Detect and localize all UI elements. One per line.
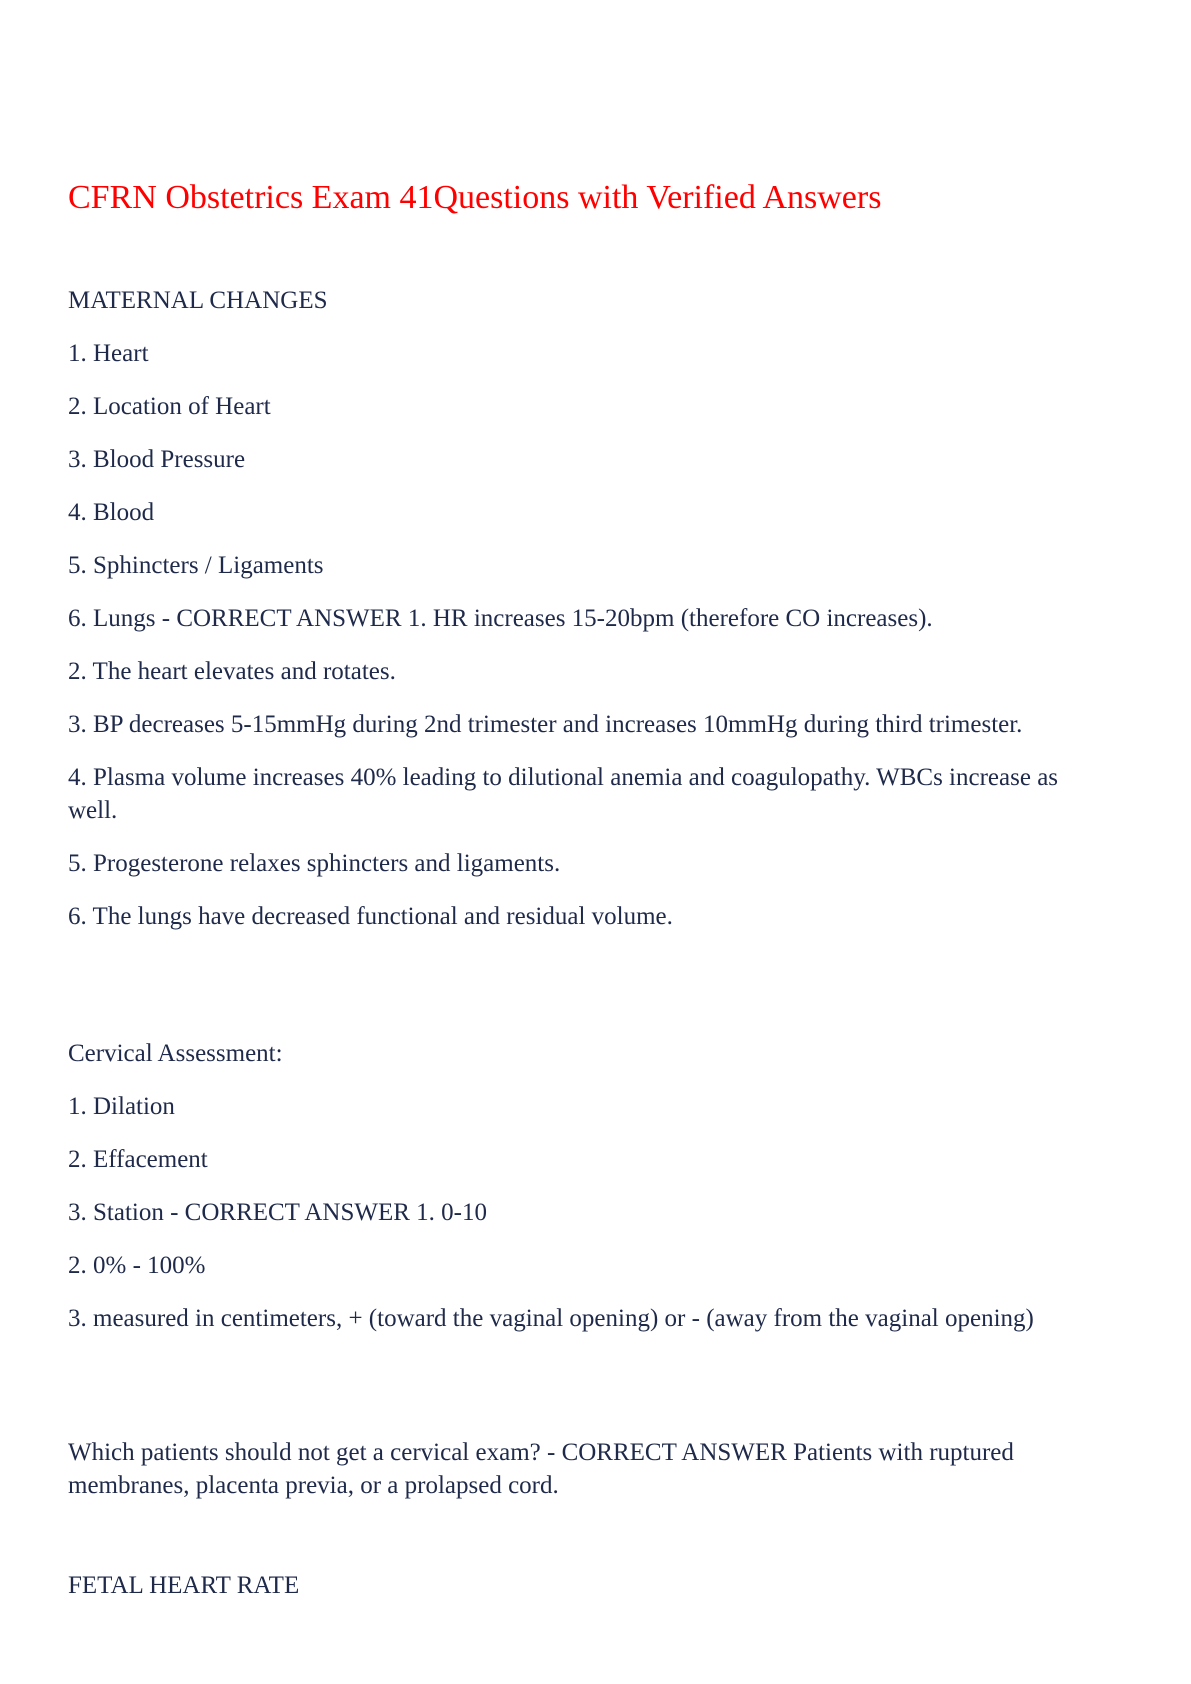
list-item: 2. The heart elevates and rotates. [68, 658, 396, 685]
section-heading: MATERNAL CHANGES [68, 287, 328, 314]
list-item: 6. The lungs have decreased functional and residual volume. [68, 903, 673, 930]
section-heading: Cervical Assessment: [68, 1040, 283, 1067]
list-item: 3. Station - CORRECT ANSWER 1. 0-10 [68, 1199, 488, 1226]
list-item: 4. Blood [68, 499, 155, 526]
cervical-exam-question-section [68, 1436, 1108, 1522]
question-answer: Which patients should not get a cervical exam? - CORRECT ANSWER Patients with ruptured membranes, placenta previa, or a prolapsed cord. [68, 1439, 1014, 1499]
list-item: 3. BP decreases 5-15mmHg during 2nd trimester and increases 10mmHg during third trimester. [68, 711, 1023, 738]
list-item: 2. 0% - 100% [68, 1252, 206, 1279]
list-item: 5. Sphincters / Ligaments [68, 552, 324, 579]
list-item: 2. Effacement [68, 1146, 208, 1173]
fetal-heart-rate-section [68, 1569, 1108, 1622]
list-item: 4. Plasma volume increases 40% leading to dilutional anemia and coagulopathy. WBCs increase as well. [68, 764, 1059, 824]
list-item: 3. Blood Pressure [68, 446, 246, 473]
list-item: 1. Heart [68, 340, 149, 367]
list-item: 6. Lungs - CORRECT ANSWER 1. HR increases 15-20bpm (therefore CO increases). [68, 605, 933, 632]
list-item: 3. measured in centimeters, + (toward the vaginal opening) or - (away from the vaginal opening) [68, 1305, 1034, 1332]
list-item: 5. Progesterone relaxes sphincters and ligaments. [68, 850, 561, 877]
document-title: CFRN Obstetrics Exam 41Questions with Verified Answers [68, 179, 882, 216]
cervical-assessment-section [68, 1037, 1108, 1355]
section-heading: FETAL HEART RATE [68, 1572, 300, 1599]
maternal-changes-section [68, 284, 1108, 953]
list-item: 2. Location of Heart [68, 393, 271, 420]
list-item: 1. Dilation [68, 1093, 175, 1120]
